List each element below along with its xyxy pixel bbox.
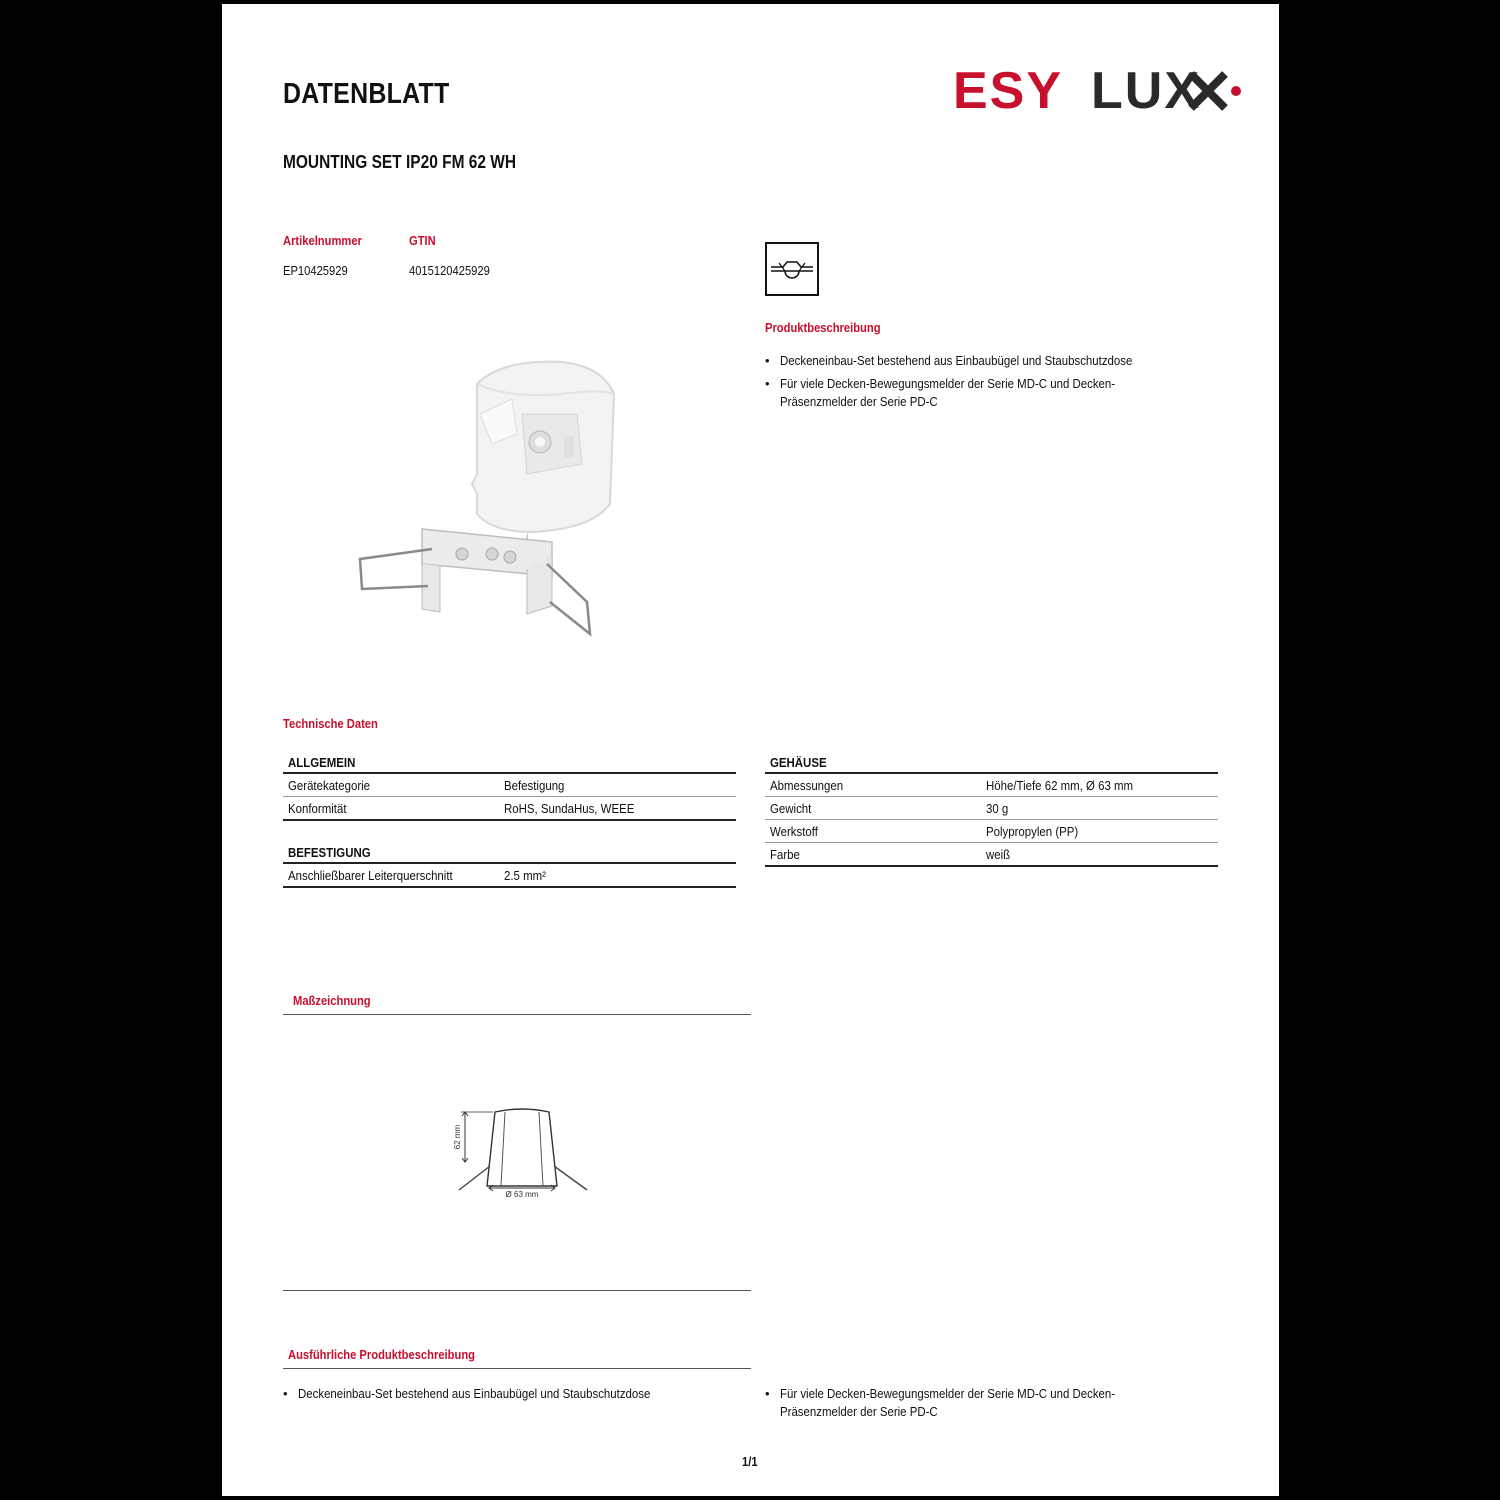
document-title: DATENBLATT (283, 78, 450, 110)
divider (283, 1368, 751, 1369)
product-description-item-1: • Deckeneinbau-Set bestehend aus Einbaubügel und Staubschutzdose (765, 353, 1133, 368)
table-row: Abmessungen Höhe/Tiefe 62 mm, Ø 63 mm (765, 773, 1218, 797)
table-gehaeuse-title: GEHÄUSE (765, 752, 1218, 773)
detailed-description-item-left: • Deckeneinbau-Set bestehend aus Einbaubügel und Staubschutzdose (283, 1386, 651, 1401)
product-name: MOUNTING SET IP20 FM 62 WH (283, 152, 517, 172)
table-allgemein (283, 752, 736, 821)
table-befestigung-title: BEFESTIGUNG (283, 842, 736, 863)
diameter-dimension-label: Ø 63 mm (505, 1190, 539, 1199)
datasheet-page (222, 4, 1279, 1496)
svg-text:ESY: ESY (953, 62, 1064, 118)
table-row: Gewicht 30 g (765, 797, 1218, 820)
mounting-set-photo (352, 354, 627, 639)
dimension-drawing-heading: Maßzeichnung (293, 993, 371, 1008)
technical-data-heading: Technische Daten (283, 716, 378, 731)
article-number-label: Artikelnummer (283, 233, 362, 248)
divider (283, 1014, 751, 1015)
table-row: Farbe weiß (765, 843, 1218, 867)
gtin-value: 4015120425929 (409, 263, 490, 278)
ceiling-recessed-mount-icon (765, 242, 819, 296)
table-befestigung (283, 842, 736, 888)
page-number: 1/1 (742, 1454, 758, 1469)
article-number-value: EP10425929 (283, 263, 348, 278)
detailed-description-heading: Ausführliche Produktbeschreibung (288, 1347, 475, 1362)
gtin-label: GTIN (409, 233, 436, 248)
height-dimension-label: 62 mm (453, 1124, 462, 1150)
detailed-description-item-right: • Für viele Decken-Bewegungsmelder der Serie MD-C und Decken-Präsenzmelder der Serie PD-C (765, 1386, 1116, 1419)
dimension-drawing (447, 1104, 592, 1199)
table-row: Gerätekategorie Befestigung (283, 773, 736, 797)
table-row: Anschließbarer Leiterquerschnitt 2.5 mm² (283, 863, 736, 887)
product-description-item-2: • Für viele Decken-Bewegungsmelder der Serie MD-C und Decken-Präsenzmelder der Serie PD-C (765, 376, 1116, 409)
esylux-logo (953, 62, 1243, 118)
table-row: Werkstoff Polypropylen (PP) (765, 820, 1218, 843)
product-description-heading: Produktbeschreibung (765, 320, 881, 335)
table-row: Konformität RoHS, SundaHus, WEEE (283, 797, 736, 821)
table-gehaeuse (765, 752, 1218, 867)
svg-text:LUX: LUX (1091, 62, 1201, 118)
divider (283, 1290, 751, 1291)
table-allgemein-title: ALLGEMEIN (283, 752, 736, 773)
